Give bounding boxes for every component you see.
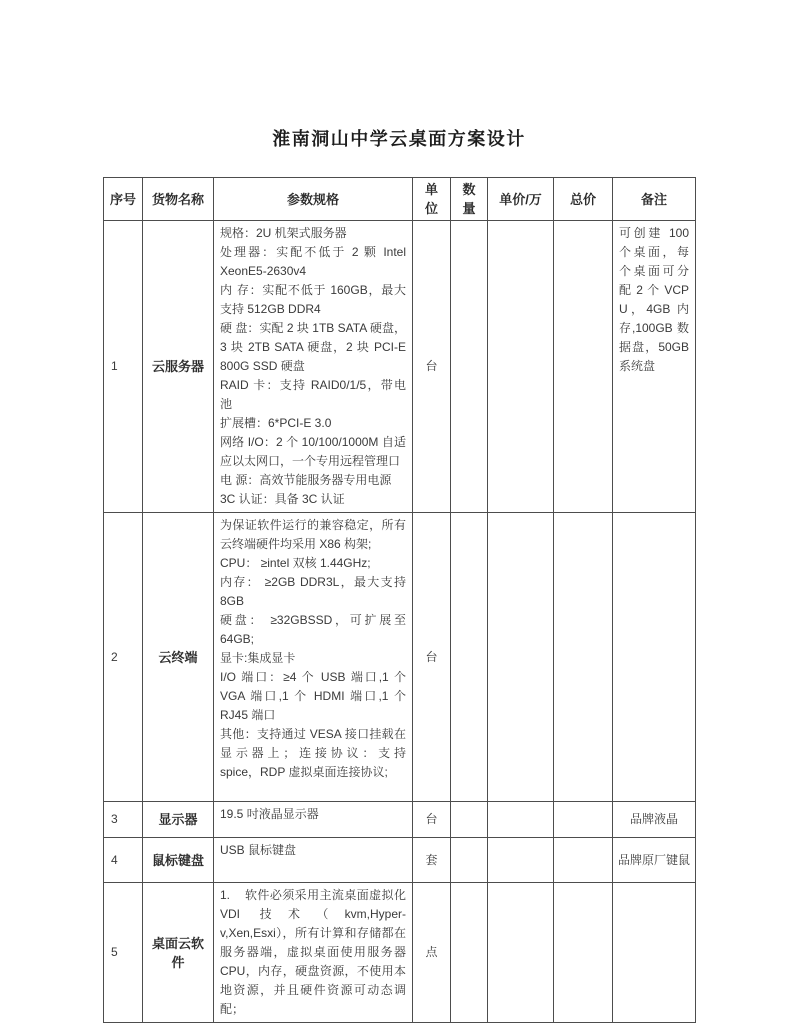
table-row xyxy=(104,838,696,883)
cell-unit-price xyxy=(488,883,554,1023)
cell-unit-price xyxy=(488,838,554,883)
cell-specs xyxy=(214,838,413,883)
spec-paragraph: 其他：支持通过 VESA 接口挂载在显示器上；连接协议：支持 spice，RDP 虚拟桌面连接协议; xyxy=(220,727,406,779)
cell-unit: 点 xyxy=(413,883,451,1023)
cell-total-price xyxy=(554,883,613,1023)
cell-quantity xyxy=(451,883,488,1023)
spec-paragraph: 为保证软件运行的兼容稳定，所有云终端硬件均采用 X86 构架; xyxy=(220,518,406,551)
spec-paragraph: 19.5 吋液晶显示器 xyxy=(220,807,319,821)
cell-remark xyxy=(613,513,696,802)
cell-specs xyxy=(214,802,413,838)
cell-goods-name: 云终端 xyxy=(143,513,214,802)
spec-paragraph: 3C 认证：具备 3C 认证 xyxy=(220,492,345,506)
cell-serial-number: 2 xyxy=(104,513,143,802)
spec-paragraph: 网络 I/O：2 个 10/100/1000M 自适应以太网口，一个专用远程管理口 xyxy=(220,435,406,468)
spec-paragraph: 内存： ≥2GB DDR3L，最大支持 8GB xyxy=(220,575,406,608)
cell-remark: 可创建 100 个桌面，每个桌面可分配 2 个 VCPU，4GB 内存,100GB 数据盘，50GB 系统盘 xyxy=(613,221,696,513)
spec-paragraph: I/O 端口：≥4 个 USB 端口,1 个 VGA 端口,1 个 HDMI 端口,1 个 RJ45 端口 xyxy=(220,670,406,722)
spec-paragraph: USB 鼠标键盘 xyxy=(220,843,297,857)
cell-unit-price xyxy=(488,802,554,838)
spec-paragraph: 处理器：实配不低于 2 颗 Intel XeonE5-2630v4 xyxy=(220,245,406,278)
column-header: 数量 xyxy=(451,178,488,221)
cell-quantity xyxy=(451,802,488,838)
cell-quantity xyxy=(451,513,488,802)
spec-paragraph: RAID 卡：支持 RAID0/1/5，带电池 xyxy=(220,378,406,411)
cell-total-price xyxy=(554,838,613,883)
spec-paragraph: 显卡:集成显卡 xyxy=(220,651,296,665)
column-header: 备注 xyxy=(613,178,696,221)
cell-serial-number: 5 xyxy=(104,883,143,1023)
cell-specs xyxy=(214,883,413,1023)
spec-paragraph: 硬盘： ≥32GBSSD，可扩展至 64GB; xyxy=(220,613,406,646)
cell-remark: 品牌液晶 xyxy=(613,802,696,838)
table-body xyxy=(104,221,696,1023)
cell-quantity xyxy=(451,838,488,883)
cell-goods-name: 鼠标键盘 xyxy=(143,838,214,883)
cell-remark xyxy=(613,883,696,1023)
table-row xyxy=(104,513,696,802)
cell-total-price xyxy=(554,221,613,513)
cell-total-price xyxy=(554,513,613,802)
cell-unit-price xyxy=(488,513,554,802)
column-header: 货物名称 xyxy=(143,178,214,221)
cell-specs xyxy=(214,513,413,802)
table-row xyxy=(104,883,696,1023)
spec-paragraph: 规格：2U 机架式服务器 xyxy=(220,226,347,240)
column-header: 参数规格 xyxy=(214,178,413,221)
spec-paragraph: CPU： ≥intel 双核 1.44GHz; xyxy=(220,556,371,570)
cell-remark: 品牌原厂键鼠 xyxy=(613,838,696,883)
cell-unit: 台 xyxy=(413,221,451,513)
cell-quantity xyxy=(451,221,488,513)
cell-serial-number: 1 xyxy=(104,221,143,513)
column-header: 总价 xyxy=(554,178,613,221)
column-header: 序号 xyxy=(104,178,143,221)
spec-paragraph: 内 存：实配不低于 160GB，最大支持 512GB DDR4 xyxy=(220,283,406,316)
header-row xyxy=(104,178,696,221)
cell-goods-name: 云服务器 xyxy=(143,221,214,513)
cell-serial-number: 3 xyxy=(104,802,143,838)
cell-serial-number: 4 xyxy=(104,838,143,883)
cell-specs xyxy=(214,221,413,513)
cell-unit: 套 xyxy=(413,838,451,883)
column-header: 单价/万 xyxy=(488,178,554,221)
table-row xyxy=(104,802,696,838)
cell-total-price xyxy=(554,802,613,838)
spec-paragraph: 硬 盘：实配 2 块 1TB SATA 硬盘，3 块 2TB SATA 硬盘，2 块 PCI-E 800G SSD 硬盘 xyxy=(220,321,406,373)
cell-goods-name: 桌面云软件 xyxy=(143,883,214,1023)
table-row xyxy=(104,221,696,513)
cell-unit: 台 xyxy=(413,513,451,802)
cell-unit-price xyxy=(488,221,554,513)
cell-goods-name: 显示器 xyxy=(143,802,214,838)
goods-spec-table xyxy=(103,177,696,1023)
page-title: 淮南洞山中学云桌面方案设计 xyxy=(272,129,526,149)
cell-unit: 台 xyxy=(413,802,451,838)
spec-paragraph: 1. 软件必须采用主流桌面虚拟化 VDI 技术（kvm,Hyper-v,Xen,Esxi），所有计算和存储都在服务器端，虚拟桌面使用服务器 CPU，内存，硬盘资源，不使用本地资源，并且硬件资源可动态调配； xyxy=(220,888,406,1016)
column-header: 单位 xyxy=(413,178,451,221)
spec-paragraph: 电 源：高效节能服务器专用电源 xyxy=(220,473,392,487)
spec-paragraph: 扩展槽：6*PCI-E 3.0 xyxy=(220,416,332,430)
